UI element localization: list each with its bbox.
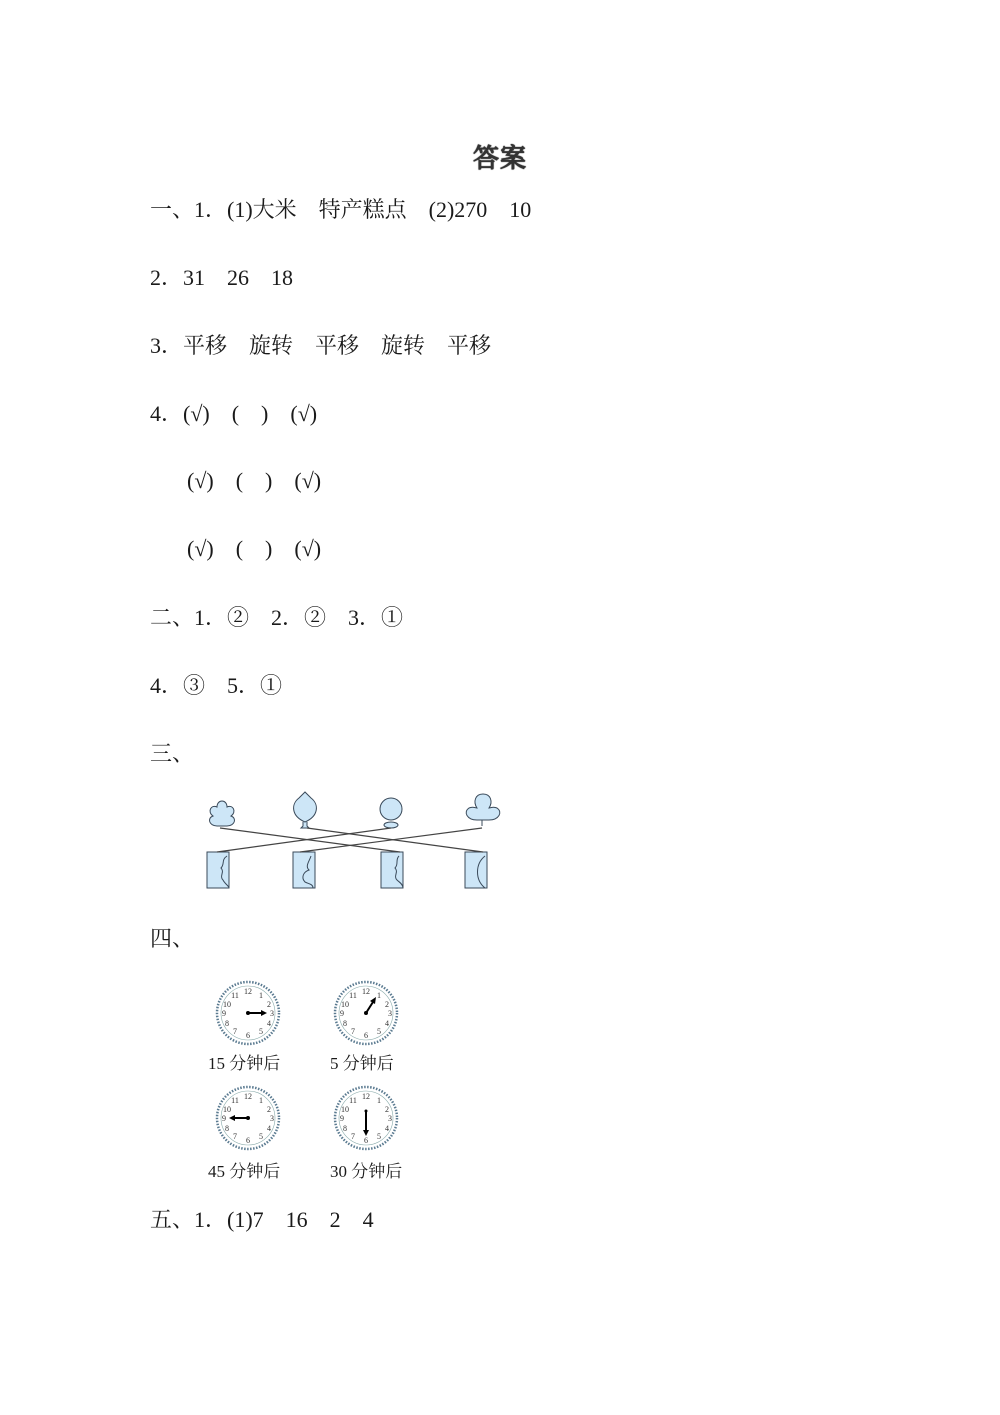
svg-text:8: 8 [343,1124,347,1133]
svg-text:12: 12 [244,987,252,996]
svg-text:2: 2 [385,1000,389,1009]
section2-row1: 二、1．② 2．② 3．① [150,605,404,630]
svg-text:10: 10 [341,1105,349,1114]
section2-row2: 4．③ 5．① [150,673,283,698]
svg-text:11: 11 [231,991,239,1000]
section1-q4-row1: 4．(√) ( ) (√) [150,401,318,426]
svg-text:7: 7 [233,1132,237,1141]
section5-q1: 五、1．(1)7 16 2 4 [150,1207,374,1232]
svg-text:10: 10 [223,1105,231,1114]
svg-text:2: 2 [267,1105,271,1114]
clock-1-label: 15 分钟后 [208,1054,281,1073]
svg-text:1: 1 [259,991,263,1000]
svg-text:3: 3 [270,1114,274,1123]
clock-2 [333,980,403,1050]
half-heart-icon [293,852,315,888]
svg-text:4: 4 [267,1124,271,1133]
svg-text:2: 2 [385,1105,389,1114]
svg-text:10: 10 [341,1000,349,1009]
section4-heading: 四、 [150,926,195,951]
svg-text:11: 11 [349,1096,357,1105]
svg-text:9: 9 [340,1114,344,1123]
section1-q3: 3．平移 旋转 平移 旋转 平移 [150,333,492,358]
clock-3-label: 45 分钟后 [208,1162,281,1181]
svg-text:4: 4 [385,1124,389,1133]
svg-text:1: 1 [377,1096,381,1105]
svg-text:6: 6 [246,1136,250,1145]
svg-text:6: 6 [364,1031,368,1040]
svg-text:10: 10 [223,1000,231,1009]
clock-1 [215,980,285,1050]
clock-3 [215,1085,285,1155]
section1-q1: 一、1．(1)大米 特产糕点 (2)270 10 [150,197,532,222]
section1-q4-row3: (√) ( ) (√) [187,536,322,561]
svg-text:5: 5 [377,1027,381,1036]
svg-text:4: 4 [385,1019,389,1028]
svg-text:8: 8 [343,1019,347,1028]
svg-text:6: 6 [364,1136,368,1145]
svg-text:2: 2 [267,1000,271,1009]
svg-text:8: 8 [225,1124,229,1133]
page-title: 答案 [472,144,527,174]
svg-text:3: 3 [388,1009,392,1018]
round-flower-icon [380,798,402,820]
svg-text:12: 12 [362,1092,370,1101]
svg-text:8: 8 [225,1019,229,1028]
svg-text:6: 6 [246,1031,250,1040]
svg-text:7: 7 [351,1027,355,1036]
svg-text:1: 1 [259,1096,263,1105]
maple-leaf-icon [210,801,235,826]
svg-text:12: 12 [362,987,370,996]
three-lobe-leaf-icon [466,794,500,826]
clock-2-label: 5 分钟后 [330,1054,394,1073]
svg-text:4: 4 [267,1019,271,1028]
clock-4 [333,1085,403,1155]
matching-lines [217,828,483,852]
svg-text:7: 7 [351,1132,355,1141]
heart-leaf-icon [294,792,317,828]
svg-text:11: 11 [231,1096,239,1105]
svg-text:11: 11 [349,991,357,1000]
clock-4-label: 30 分钟后 [330,1162,403,1181]
section1-q2: 2．31 26 18 [150,265,294,290]
svg-text:5: 5 [259,1132,263,1141]
svg-text:7: 7 [233,1027,237,1036]
svg-text:3: 3 [388,1114,392,1123]
svg-text:5: 5 [259,1027,263,1036]
section1-q4-row2: (√) ( ) (√) [187,468,322,493]
svg-text:12: 12 [244,1092,252,1101]
svg-text:5: 5 [377,1132,381,1141]
section3-heading: 三、 [150,741,195,766]
svg-text:9: 9 [340,1009,344,1018]
svg-text:3: 3 [270,1009,274,1018]
svg-text:9: 9 [222,1114,226,1123]
svg-text:9: 9 [222,1009,226,1018]
shape-matching-figure [195,790,505,900]
svg-text:1: 1 [377,991,381,1000]
